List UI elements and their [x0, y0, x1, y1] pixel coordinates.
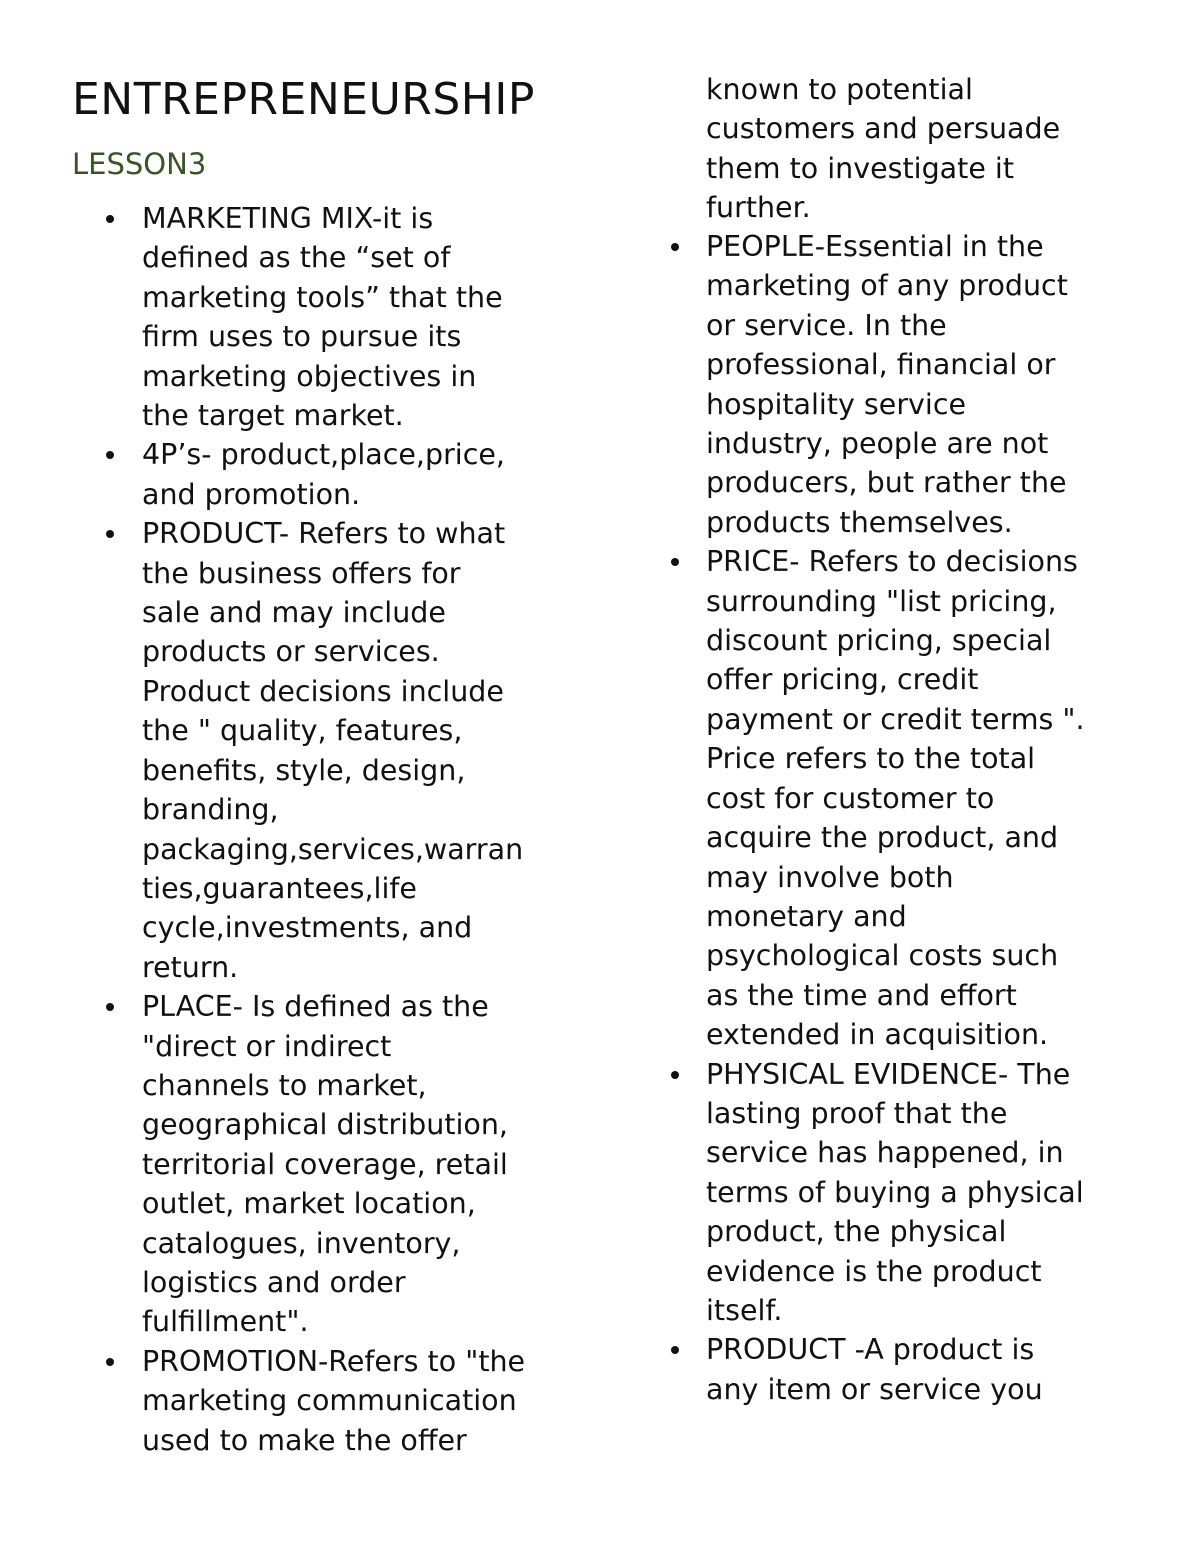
document-title: ENTREPRENEURSHIP: [72, 74, 535, 125]
left-bullet-list: [72, 199, 592, 1460]
bullet-marketing-mix: [72, 199, 592, 435]
bullet-people: [666, 227, 1166, 542]
bullet-text: PLACE- Is defined as the "direct or indirect channels to market, geographical distribution, territorial coverage, retail outlet, market location, catalogues, inventory, logistics and order fulfillment".: [142, 990, 508, 1339]
bullet-product: [72, 514, 592, 987]
lesson-subtitle: LESSON3: [72, 147, 207, 181]
bullet-dot-icon: [671, 1346, 679, 1354]
bullet-dot-icon: [106, 1003, 114, 1011]
bullet-text: PRODUCT- Refers to what the business offers for sale and may include products or services. Product decisions include the " quality, features, benefits, style, design, branding, packaging,services,warran ties,guarantees,life cycle,investments, and return.: [142, 517, 524, 984]
bullet-text: PRICE- Refers to decisions surrounding "list pricing, discount pricing, special offer pricing, credit payment or credit terms ". Price refers to the total cost for customer to acquire the product, and may involve both monetary and psychological costs such as the time and effort extended in acquisition.: [706, 545, 1085, 1052]
bullet-dot-icon: [671, 558, 679, 566]
bullet-dot-icon: [106, 530, 114, 538]
bullet-text: PROMOTION-Refers to "the marketing communication used to make the offer: [142, 1344, 526, 1457]
bullet-physical-evidence: [666, 1055, 1166, 1331]
bullet-dot-icon: [106, 215, 114, 223]
bullet-dot-icon: [671, 1071, 679, 1079]
bullet-dot-icon: [671, 243, 679, 251]
bullet-text: 4P’s- product,place,price, and promotion.: [142, 438, 505, 511]
bullet-text: MARKETING MIX-it is defined as the “set of marketing tools” that the firm uses to pursue its marketing objectives in the target market.: [142, 202, 503, 433]
bullet-promotion: [72, 1342, 592, 1460]
bullet-text: PEOPLE-Essential in the marketing of any product or service. In the professional, financial or hospitality service industry, people are not producers, but rather the products themselves.: [706, 230, 1068, 539]
bullet-price: [666, 542, 1166, 1054]
bullet-text: PRODUCT -A product is any item or service you: [706, 1333, 1043, 1406]
bullet-dot-icon: [106, 451, 114, 459]
bullet-product-definition: [666, 1330, 1166, 1409]
bullet-text: PHYSICAL EVIDENCE- The lasting proof that the service has happened, in terms of buying a physical product, the physical evidence is the product itself.: [706, 1057, 1084, 1327]
bullet-4ps: [72, 435, 592, 514]
bullet-place: [72, 987, 592, 1342]
bullet-dot-icon: [106, 1358, 114, 1366]
promotion-continuation-text: known to potential customers and persuade them to investigate it further.: [706, 73, 1061, 225]
right-bullet-list: [666, 227, 1166, 1409]
